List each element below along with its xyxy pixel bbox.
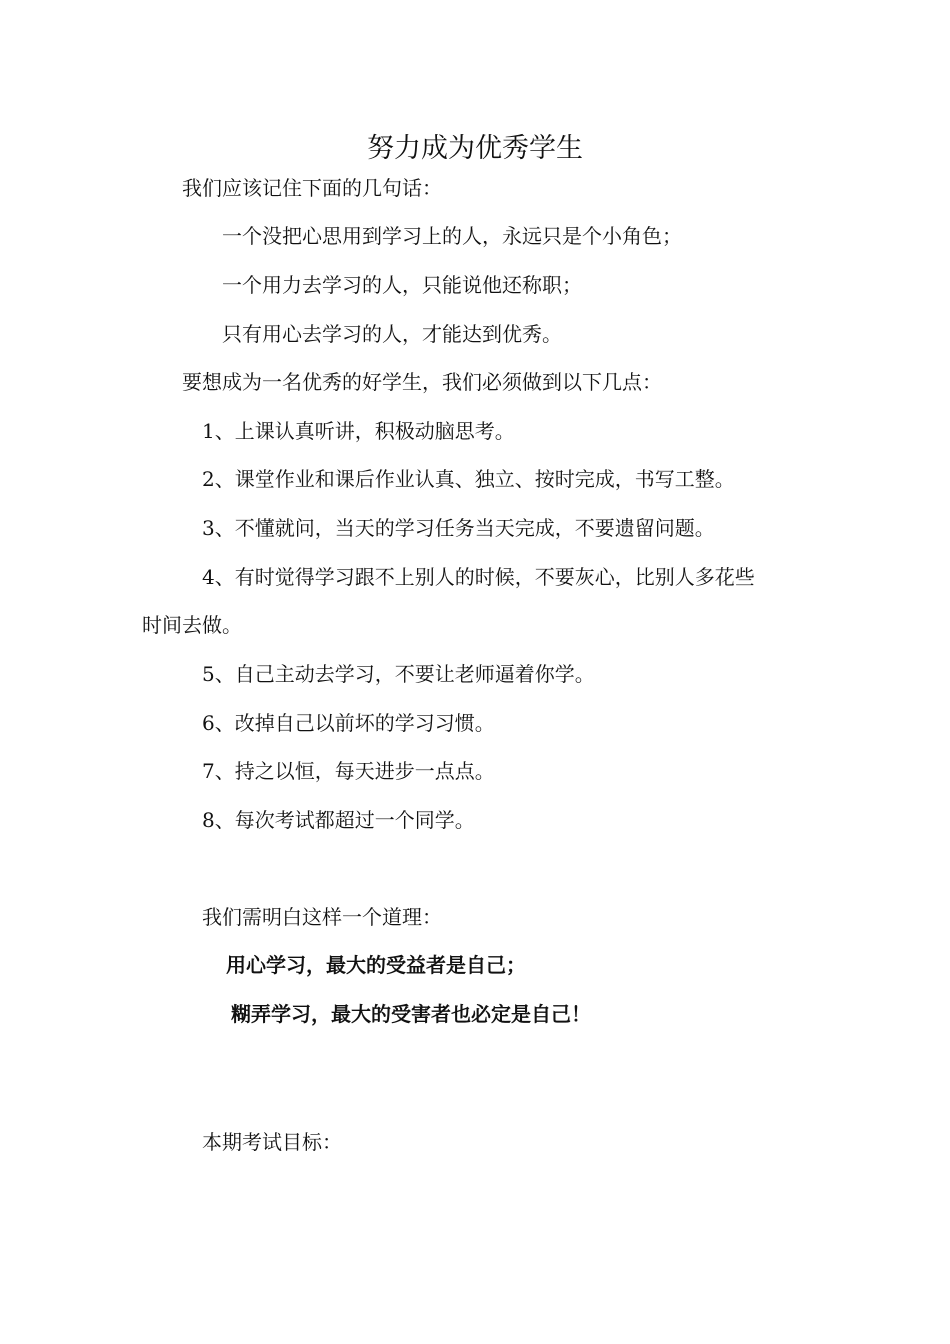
point-1: 1、上课认真听讲，积极动脑思考。 — [202, 419, 515, 443]
saying-3: 只有用心去学习的人，才能达到优秀。 — [222, 322, 562, 346]
intro-text: 我们应该记住下面的几句话： — [182, 176, 442, 200]
points-intro: 要想成为一名优秀的好学生，我们必须做到以下几点： — [182, 370, 662, 394]
point-2: 2、课堂作业和课后作业认真、独立、按时完成，书写工整。 — [202, 467, 735, 491]
principle-1: 用心学习，最大的受益者是自己； — [226, 953, 526, 977]
exam-goal-label: 本期考试目标： — [202, 1130, 342, 1154]
point-7: 7、持之以恒，每天进步一点点。 — [202, 759, 495, 783]
point-8: 8、每次考试都超过一个同学。 — [202, 808, 475, 832]
point-4: 4、有时觉得学习跟不上别人的时候，不要灰心，比别人多花些 — [202, 565, 755, 589]
point-5: 5、自己主动去学习，不要让老师逼着你学。 — [202, 662, 595, 686]
point-3: 3、不懂就问，当天的学习任务当天完成，不要遗留问题。 — [202, 516, 715, 540]
point-4-continued: 时间去做。 — [142, 613, 242, 637]
principle-2: 糊弄学习，最大的受害者也必定是自己！ — [231, 1002, 591, 1026]
saying-2: 一个用力去学习的人，只能说他还称职； — [222, 273, 582, 297]
point-6: 6、改掉自己以前坏的学习习惯。 — [202, 711, 495, 735]
document-title: 努力成为优秀学生 — [367, 133, 583, 164]
saying-1: 一个没把心思用到学习上的人，永远只是个小角色； — [222, 224, 682, 248]
principle-intro: 我们需明白这样一个道理： — [202, 905, 442, 929]
